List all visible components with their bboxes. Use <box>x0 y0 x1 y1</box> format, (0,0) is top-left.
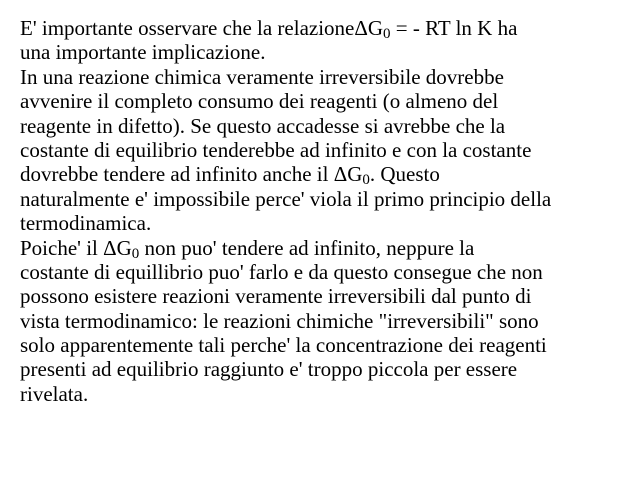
text-line: dovrebbe tendere ad infinito anche il $\Delta G_0$. Questo <box>20 162 440 189</box>
delta-g-symbol: ΔG <box>103 235 132 260</box>
subscript: 0 <box>362 172 370 189</box>
text-line: termodinamica. <box>20 211 152 236</box>
subscript: 0 <box>131 245 140 262</box>
text-line: rivelata. <box>20 381 89 406</box>
delta-g-symbol: ΔG <box>354 16 384 40</box>
text-line: avvenire il completo consumo dei reagenti (o almeno del <box>20 89 499 114</box>
text-line: Poiche' il $\Delta G_0$ non puo' tendere ad infinito, neppure la <box>20 235 475 262</box>
text-line: naturalmente e' impossibile perce' viola il primo principio della <box>20 186 552 211</box>
text-line: costante di equilibrio tenderebbe ad infinito e con la costante <box>20 137 532 162</box>
text-line: reagente in difetto). Se questo accadesse si avrebbe che la <box>20 113 506 138</box>
text-line: presenti ad equilibrio raggiunto e' troppo piccola per essere <box>20 357 518 382</box>
text-line: In una reazione chimica veramente irreversibile dovrebbe <box>20 64 504 89</box>
text-body <box>20 16 632 406</box>
delta-g-symbol: ΔG <box>333 162 363 187</box>
text-line: possono esistere reazioni veramente irreversibili dal punto di <box>20 284 532 309</box>
subscript: 0 <box>383 26 391 42</box>
text-line: costante di equillibrio puo' farlo e da questo consegue che non <box>20 259 543 284</box>
text-line: vista termodinamico: le reazioni chimiche "irreversibili" sono <box>20 308 539 333</box>
text-line: solo apparentemente tali perche' la concentrazione dei reagenti <box>20 333 547 358</box>
text-line: una importante implicazione. <box>20 40 266 65</box>
text-line: E' importante osservare che la relazioneΔG$_0$ = - RT ln K ha <box>20 16 518 42</box>
